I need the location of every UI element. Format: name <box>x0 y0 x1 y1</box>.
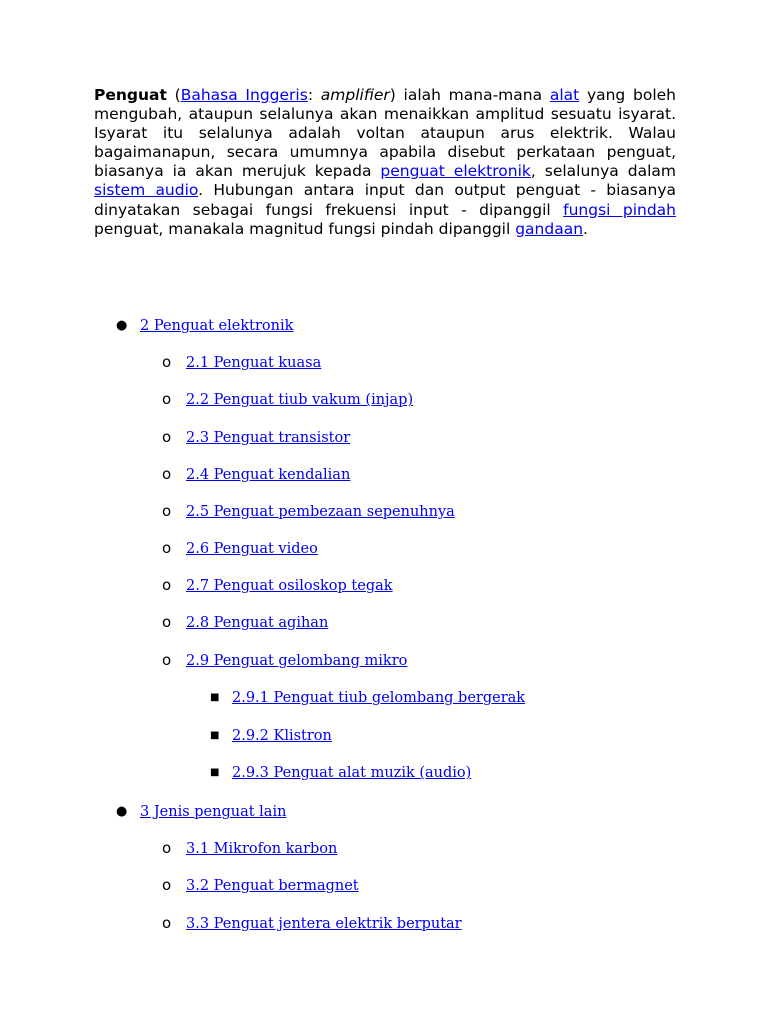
link-gandaan[interactable]: gandaan <box>515 219 584 238</box>
circle-bullet-icon: o <box>162 390 172 408</box>
link-alat[interactable]: alat <box>549 86 580 104</box>
term-amplifier: amplifier <box>320 86 390 104</box>
text-2: yang boleh mengubah, ataupun selalunya akan menaikkan amplitud sesuatu isyarat. Isyarat itu selalunya adalah voltan ataupun arus elektrik. Walau bagaimanapun, secara umumnya apabila disebut perkataan penguat, biasanya ia akan merujuk kepada <box>94 86 676 181</box>
circle-bullet-icon: o <box>162 428 172 446</box>
toc-link-2-4[interactable]: 2.4 Penguat kendalian <box>186 467 351 483</box>
toc-link-3-3[interactable]: 3.3 Penguat jentera elektrik berputar <box>186 916 462 932</box>
circle-bullet-icon: o <box>162 839 172 857</box>
toc-item-2-5 <box>162 502 455 522</box>
toc-item-2-9-1 <box>210 688 526 708</box>
toc-link-2-9-3[interactable]: 2.9.3 Penguat alat muzik (audio) <box>232 765 472 781</box>
toc-item-3 <box>116 802 287 822</box>
circle-bullet-icon: o <box>162 353 172 371</box>
toc-link-2-1[interactable]: 2.1 Penguat kuasa <box>186 355 322 371</box>
toc-item-2-9-2 <box>210 726 332 746</box>
toc-item-2-6 <box>162 539 318 559</box>
circle-bullet-icon: o <box>162 613 172 631</box>
text-5: penguat, manakala magnitud fungsi pindah dipanggil <box>94 219 516 238</box>
disc-bullet-icon: ● <box>116 318 128 333</box>
toc-link-3[interactable]: 3 Jenis penguat lain <box>140 804 287 820</box>
toc-link-2-3[interactable]: 2.3 Penguat transistor <box>186 430 351 446</box>
toc-item-2-9 <box>162 651 408 671</box>
link-sistem-audio[interactable]: sistem audio <box>94 181 199 200</box>
toc-item-2-7 <box>162 576 393 596</box>
link-fungsi-pindah[interactable]: fungsi pindah <box>563 200 676 219</box>
toc-link-2-9[interactable]: 2.9 Penguat gelombang mikro <box>186 653 408 669</box>
square-bullet-icon: ■ <box>210 767 220 778</box>
toc-item-2 <box>116 316 294 336</box>
toc-item-2-8 <box>162 613 329 633</box>
text-6: . <box>583 219 588 238</box>
toc-item-3-2 <box>162 876 359 896</box>
text-colon: : <box>307 86 321 104</box>
toc-link-2[interactable]: 2 Penguat elektronik <box>140 318 294 334</box>
text-4: . Hubungan antara input dan output penguat - biasanya dinyatakan sebagai fungsi frekuensi input - dipanggil <box>94 181 676 219</box>
link-penguat-elektronik[interactable]: penguat elektronik <box>380 162 531 181</box>
circle-bullet-icon: o <box>162 876 172 894</box>
toc-link-2-8[interactable]: 2.8 Penguat agihan <box>186 615 329 631</box>
toc-item-3-3 <box>162 914 462 934</box>
link-bahasa-inggeris[interactable]: Bahasa Inggeris <box>180 86 308 104</box>
term-penguat: Penguat <box>94 86 167 104</box>
circle-bullet-icon: o <box>162 465 172 483</box>
circle-bullet-icon: o <box>162 651 172 669</box>
circle-bullet-icon: o <box>162 914 172 932</box>
circle-bullet-icon: o <box>162 502 172 520</box>
toc-link-3-1[interactable]: 3.1 Mikrofon karbon <box>186 841 338 857</box>
toc-item-2-1 <box>162 353 322 373</box>
circle-bullet-icon: o <box>162 576 172 594</box>
disc-bullet-icon: ● <box>116 804 128 819</box>
square-bullet-icon: ■ <box>210 730 220 741</box>
toc-link-2-9-2[interactable]: 2.9.2 Klistron <box>232 728 332 744</box>
toc-item-3-1 <box>162 839 338 859</box>
toc-item-2-4 <box>162 465 351 485</box>
text-1: ) ialah mana-mana <box>389 86 550 104</box>
toc-link-2-5[interactable]: 2.5 Penguat pembezaan sepenuhnya <box>186 504 455 520</box>
circle-bullet-icon: o <box>162 539 172 557</box>
text-open-paren: ( <box>166 86 181 104</box>
toc-item-2-2 <box>162 390 414 410</box>
square-bullet-icon: ■ <box>210 692 220 703</box>
toc-link-2-9-1[interactable]: 2.9.1 Penguat tiub gelombang bergerak <box>232 690 526 706</box>
toc-link-2-2[interactable]: 2.2 Penguat tiub vakum (injap) <box>186 392 414 408</box>
toc-link-2-6[interactable]: 2.6 Penguat video <box>186 541 318 557</box>
toc-link-2-7[interactable]: 2.7 Penguat osiloskop tegak <box>186 578 393 594</box>
toc-link-3-2[interactable]: 3.2 Penguat bermagnet <box>186 878 359 894</box>
text-3: , selalunya dalam <box>530 162 676 181</box>
toc-item-2-9-3 <box>210 763 472 783</box>
toc-item-2-3 <box>162 428 351 448</box>
